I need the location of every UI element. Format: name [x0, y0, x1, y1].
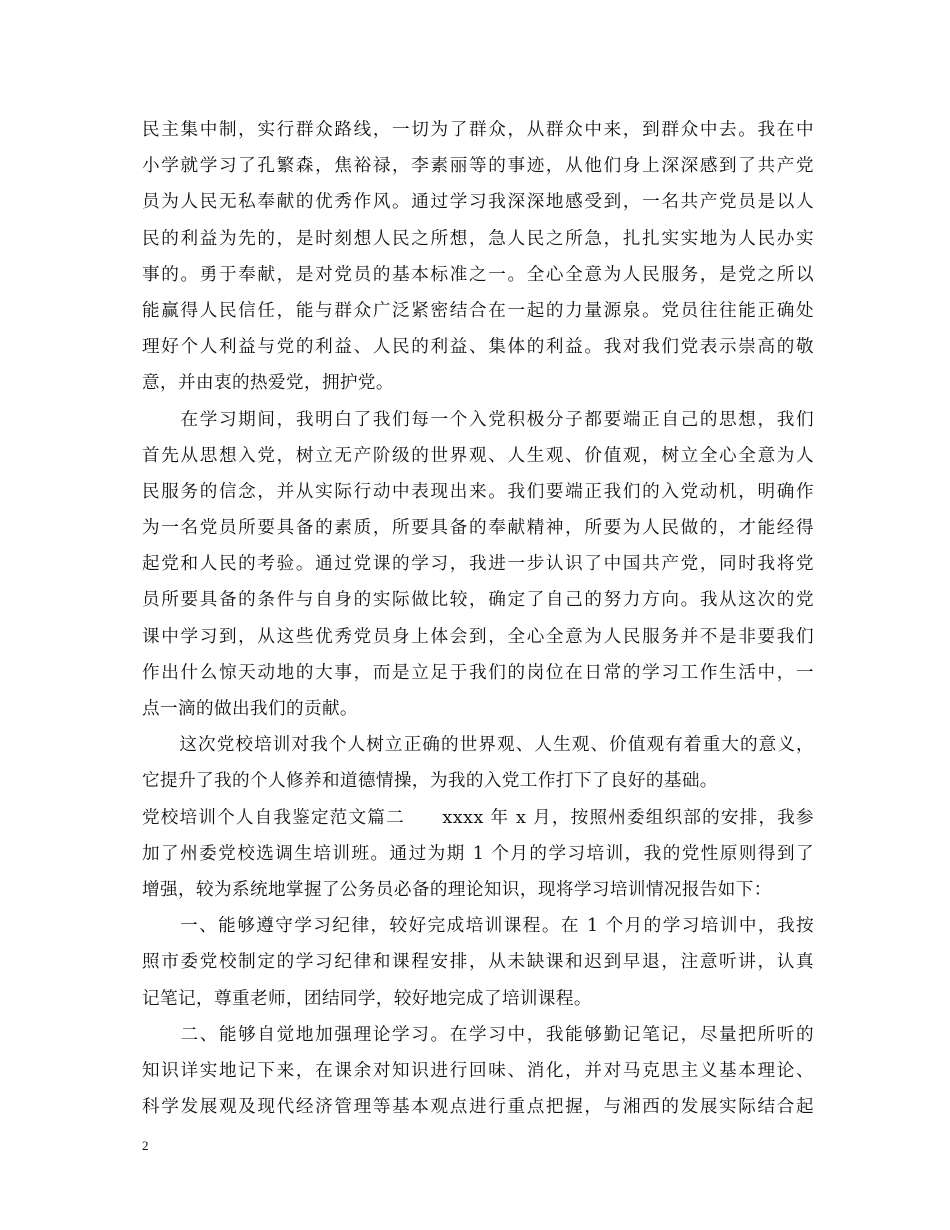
text-line: 在学习期间，我明白了我们每一个入党积极分子都要端正自己的思想，我们: [142, 409, 814, 430]
text-line: 事的。勇于奉献，是对党员的基本标准之一。全心全意为人民服务，是党之所以: [142, 264, 814, 285]
text-line: 增强，较为系统地掌握了公务员必备的理论知识，现将学习培训情况报告如下：: [142, 879, 772, 900]
document-body: [142, 112, 814, 1125]
text-line: 能赢得人民信任，能与群众广泛紧密结合在一起的力量源泉。党员往往能正确处: [142, 300, 814, 321]
text-line: 记笔记，尊重老师，团结同学，较好地完成了培训课程。: [142, 988, 592, 1009]
text-line: 党校培训个人自我鉴定范文篇二 xxxx 年 x 月，按照州委组织部的安排，我参: [142, 807, 814, 828]
text-line: 点一滴的做出我们的贡献。: [142, 699, 358, 719]
text-line: 民服务的信念，并从实际行动中表现出来。我们要端正我们的入党动机，明确作: [142, 481, 814, 502]
text-line: 小学就学习了孔繁森，焦裕禄，李素丽等的事迹，从他们身上深深感到了共产党: [142, 156, 814, 177]
text-line: 民的利益为先的，是时刻想人民之所想，急人民之所急，扎扎实实地为人民办实: [142, 228, 814, 249]
text-line: 二、能够自觉地加强理论学习。在学习中，我能够勤记笔记，尽量把所听的: [142, 1024, 814, 1045]
text-line: 这次党校培训对我个人树立正确的世界观、人生观、价值观有着重大的意义，: [142, 735, 814, 756]
text-line: 民主集中制，实行群众路线，一切为了群众，从群众中来，到群众中去。我在中: [142, 120, 814, 140]
text-line: 照市委党校制定的学习纪律和课程安排，从未缺课和迟到早退，注意听讲，认真: [142, 952, 814, 973]
page-number: 2: [142, 1138, 149, 1153]
text-line: 员所要具备的条件与自身的实际做比较，确定了自己的努力方向。我从这次的党: [142, 590, 814, 611]
text-line: 为一名党员所要具备的素质，所要具备的奉献精神，所要为人民做的，才能经得: [142, 518, 814, 539]
text-line: 知识详实地记下来，在课余对知识进行回味、消化，并对马克思主义基本理论、: [142, 1060, 814, 1081]
text-line: 首先从思想入党，树立无产阶级的世界观、人生观、价值观，树立全心全意为人: [142, 445, 814, 466]
text-line: 作出什么惊天动地的大事，而是立足于我们的岗位在日常的学习工作生活中，一: [142, 662, 814, 683]
text-line: 起党和人民的考验。通过党课的学习，我进一步认识了中国共产党，同时我将党: [142, 554, 814, 575]
text-line: 它提升了我的个人修养和道德情操，为我的入党工作打下了良好的基础。: [142, 771, 718, 792]
text-line: 课中学习到，从这些优秀党员身上体会到，全心全意为人民服务并不是非要我们: [142, 626, 814, 647]
text-line: 一、能够遵守学习纪律，较好完成培训课程。在 1 个月的学习培训中，我按: [142, 916, 814, 937]
text-line: 科学发展观及现代经济管理等基本观点进行重点把握，与湘西的发展实际结合起: [142, 1097, 814, 1118]
text-line: 员为人民无私奉献的优秀作风。通过学习我深深地感受到，一名共产党员是以人: [142, 192, 814, 213]
text-line: 加了州委党校选调生培训班。通过为期 1 个月的学习培训，我的党性原则得到了: [142, 843, 814, 864]
text-line: 理好个人利益与党的利益、人民的利益、集体的利益。我对我们党表示崇高的敬: [142, 337, 814, 358]
text-line: 意，并由衷的热爱党，拥护党。: [142, 373, 394, 394]
